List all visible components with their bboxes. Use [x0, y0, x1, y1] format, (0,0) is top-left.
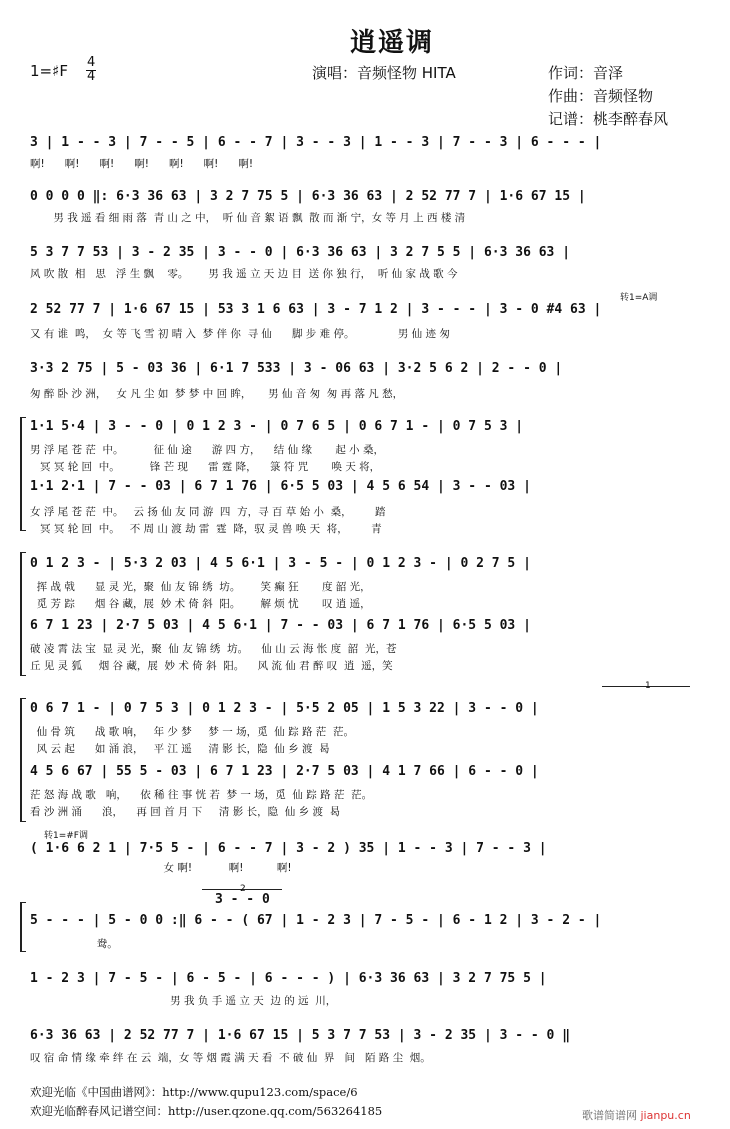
notation-line: 6 7 1 23 | 2·7 5 03 | 4 5 6·1 | 7 - - 03 | 6 7 1 76 | 6·5 5 03 |: [30, 619, 531, 633]
notation-line: 5 - - - | 5 - 0 0 :‖ 6 - - ( 67 | 1 - 2 3 | 7 - 5 - | 6 - 1 2 | 3 - 2 - |: [30, 914, 602, 928]
lyric-line: 冥 冥 轮 回 中。 不 周 山 渡 劫 雷 霆 降，驭 灵 兽 唤 天 将， 青: [30, 523, 382, 535]
lyric-line: 破 凌 霄 法 宝 显 灵 光，聚 仙 友 锦 绣 坊。 仙 山 云 海 怅 度 韶 光，苍: [30, 643, 397, 655]
watermark: [582, 1107, 691, 1123]
notation-line: 0 1 2 3 - | 5·3 2 03 | 4 5 6·1 | 3 - 5 - | 0 1 2 3 - | 0 2 7 5 |: [30, 557, 531, 571]
lyric-line: 看 沙 洲 涌 浪， 再 回 首 月 下 清 影 长，隐 仙 乡 渡 曷: [30, 806, 341, 818]
notation-line: 5 3 7 7 53 | 3 - 2 35 | 3 - - 0 | 6·3 36 63 | 3 2 7 5 5 | 6·3 36 63 |: [30, 246, 571, 260]
composer-credit: 作曲：音频怪物: [548, 87, 654, 105]
transpose-mark: 转1=A调: [620, 293, 658, 303]
lyric-line: 男 我 遥 看 细 雨 落 青 山 之 中， 听 仙 音 絮 语 飘 散 而 渐 宁，女 等 月 上 西 楼 清: [30, 212, 466, 224]
lyric-line: 叹 宿 命 情 缘 牵 绊 在 云 端，女 等 烟 霞 满 天 看 不 破 仙 界 间 陌 路 尘 烟。: [30, 1052, 431, 1064]
singer-credit: 演唱：音频怪物 HITA: [312, 64, 456, 82]
watermark-prefix: 歌谱简谱网: [582, 1109, 641, 1122]
notation-line: 1·1 2·1 | 7 - - 03 | 6 7 1 76 | 6·5 5 03 | 4 5 6 54 | 3 - - 03 |: [30, 480, 531, 494]
notation-line: 0 0 0 0 ‖: 6·3 36 63 | 3 2 7 75 5 | 6·3 36 63 | 2 52 77 7 | 1·6 67 15 |: [30, 190, 586, 204]
lyric-line: 冥 冥 轮 回 中。 锋 芒 现 雷 霆 降， 箓 符 咒 唤 天 将，: [30, 461, 381, 473]
lyric-line: 风 吹 散 相 思 浮 生 飘 零。 男 我 遥 立 天 边 目 送 你 独 行， 听 仙 家 战 歌 今: [30, 268, 458, 280]
notation-line: 6·3 36 63 | 2 52 77 7 | 1·6 67 15 | 5 3 7 7 53 | 3 - 2 35 | 3 - - 0 ‖: [30, 1029, 571, 1043]
lyric-line: 觅 芳 踪 烟 谷 藏，展 妙 术 倚 斜 阳。 解 烦 忧 叹 逍 遥，: [30, 598, 371, 610]
notation-line: 3 | 1 - - 3 | 7 - - 5 | 6 - - 7 | 3 - - 3 | 1 - - 3 | 7 - - 3 | 6 - - - |: [30, 136, 602, 150]
watermark-site: jianpu.cn: [640, 1109, 691, 1122]
notation-line: 4 5 6 67 | 55 5 - 03 | 6 7 1 23 | 2·7 5 03 | 4 1 7 66 | 6 - - 0 |: [30, 765, 539, 779]
lyric-line: 仙 骨 筑 战 歌 响， 年 少 梦 梦 一 场，觅 仙 踪 路 茫 茫。: [30, 726, 354, 738]
key-signature: 1=♯F: [30, 62, 68, 80]
notation-line: 0 6 7 1 - | 0 7 5 3 | 0 1 2 3 - | 5·5 2 05 | 1 5 3 22 | 3 - - 0 |: [30, 702, 539, 716]
system-bracket: [20, 902, 26, 952]
time-signature-bottom: 4: [87, 69, 96, 84]
song-title: 逍遥调: [350, 28, 435, 58]
time-signature-top: 4: [87, 55, 96, 70]
volta-number: 2: [240, 884, 246, 894]
lyric-line: 匆 醉 卧 沙 洲， 女 凡 尘 如 梦 梦 中 回 眸， 男 仙 音 匆 匆 再 落 凡 愁，: [30, 388, 404, 400]
lyric-line: 女 浮 尾 苍 茫 中。 云 扬 仙 友 同 游 四 方，寻 百 草 始 小 桑， 踏: [30, 506, 386, 518]
volta-notes: 3 - - 0: [215, 892, 270, 907]
lyricist-credit: 作词：音泽: [548, 64, 624, 82]
notation-line: 1·1 5·4 | 3 - - 0 | 0 1 2 3 - | 0 7 6 5 | 0 6 7 1 - | 0 7 5 3 |: [30, 420, 524, 434]
volta-number: 1: [645, 681, 651, 691]
lyric-line: 茫 怒 海 战 歌 响， 依 稀 往 事 恍 若 梦 一 场，觅 仙 踪 路 茫 茫。: [30, 789, 373, 801]
transpose-mark: 转1=#F调: [44, 831, 88, 841]
lyric-line: 挥 战 戟 显 灵 光，聚 仙 友 锦 绣 坊。 笑 癫 狂 度 韶 光，: [30, 581, 371, 593]
system-bracket: [20, 698, 26, 822]
notation-line: 3·3 2 75 | 5 - 03 36 | 6·1 7 533 | 3 - 06 63 | 3·2 5 6 2 | 2 - - 0 |: [30, 362, 563, 376]
lyric-line: 女 啊! 啊! 啊!: [30, 862, 292, 874]
notation-line: ( 1·6 6 2 1 | 7·5 5 - | 6 - - 7 | 3 - 2 ) 35 | 1 - - 3 | 7 - - 3 |: [30, 842, 547, 856]
lyric-line: 又 有 谁 鸣， 女 等 飞 雪 初 晴 入 梦 伴 你 寻 仙 脚 步 难 停。 男 仙 迹 匆: [30, 328, 450, 340]
notation-line: 2 52 77 7 | 1·6 67 15 | 53 3 1 6 63 | 3 - 7 1 2 | 3 - - - | 3 - 0 #4 63 |: [30, 303, 602, 317]
system-bracket: [20, 417, 26, 531]
notation-line: 1 - 2 3 | 7 - 5 - | 6 - 5 - | 6 - - - ) | 6·3 36 63 | 3 2 7 75 5 |: [30, 972, 547, 986]
system-bracket: [20, 552, 26, 676]
lyric-line: 男 我 负 手 遥 立 天 边 的 远 川，: [30, 995, 337, 1007]
lyric-line: 风 云 起 如 涌 浪， 平 江 遥 清 影 长，隐 仙 乡 渡 曷: [30, 743, 330, 755]
transcriber-credit: 记谱：桃李醉春风: [548, 110, 669, 128]
footer-link-line[interactable]: 欢迎光临《中国曲谱网》：http://www.qupu123.com/space/6: [30, 1085, 358, 1099]
lyric-line: 男 浮 尾 苍 茫 中。 征 仙 途 游 四 方， 结 仙 缘 起 小 桑，: [30, 444, 385, 456]
lyric-line: 啊! 啊! 啊! 啊! 啊! 啊! 啊!: [30, 158, 254, 170]
lyric-line: 鸯。: [30, 938, 118, 950]
lyric-line: 丘 见 灵 狐 烟 谷 藏，展 妙 术 倚 斜 阳。 风 流 仙 君 醉 叹 逍 遥，笑: [30, 660, 393, 672]
footer-link-line[interactable]: 欢迎光临醉春风记谱空间：http://user.qzone.qq.com/563264185: [30, 1104, 383, 1118]
